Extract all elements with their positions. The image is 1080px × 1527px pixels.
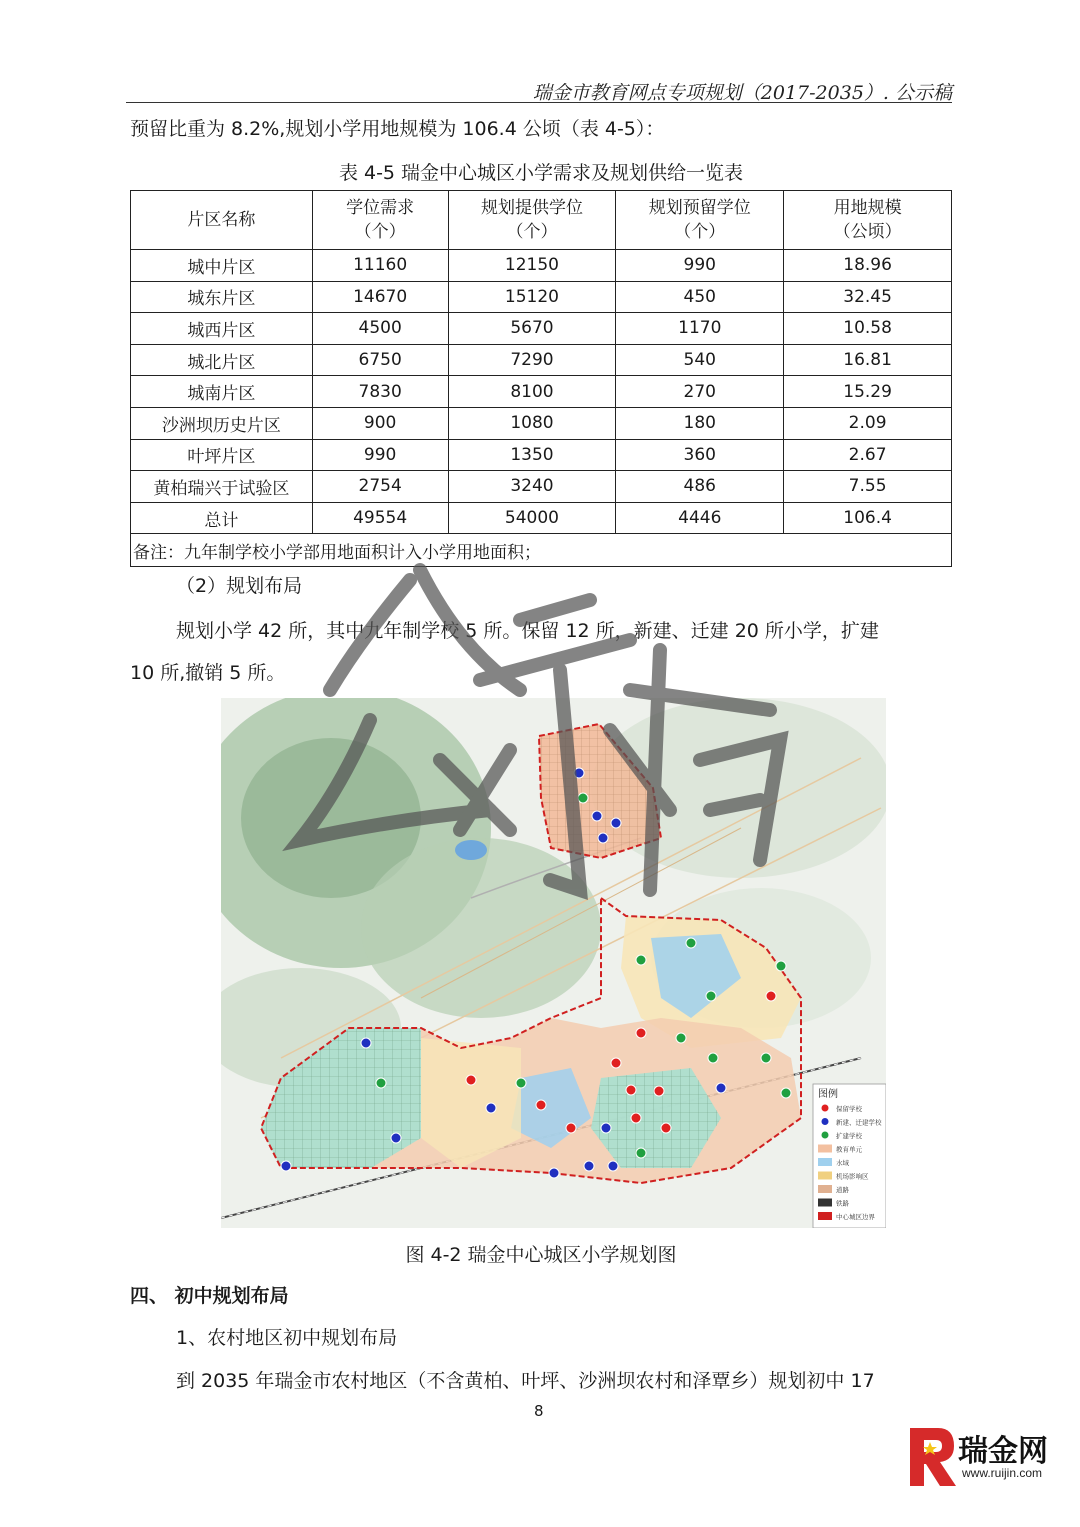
table-row [131, 313, 952, 345]
school-marker [636, 955, 646, 965]
school-marker [761, 1053, 771, 1063]
cell-demand: 990 [312, 439, 448, 471]
school-marker [706, 991, 716, 1001]
legend-swatch [818, 1172, 832, 1180]
cell-land: 15.29 [784, 376, 952, 408]
legend-label: 铁路 [836, 1199, 849, 1208]
school-marker [611, 1058, 621, 1068]
school-marker [661, 1123, 671, 1133]
school-marker [391, 1133, 401, 1143]
col-header-district: 片区名称 [131, 191, 313, 250]
school-marker [281, 1161, 291, 1171]
cell-land: 18.96 [784, 250, 952, 282]
cell-district: 黄柏瑞兴于试验区 [131, 471, 313, 503]
cell-demand: 14670 [312, 281, 448, 313]
cell-reserve: 1170 [616, 313, 784, 345]
table-note-row [131, 534, 952, 567]
legend-swatch [818, 1199, 832, 1207]
section-2-paragraph-line2: 10 所,撤销 5 所。 [130, 662, 286, 684]
cell-land: 2.09 [784, 407, 952, 439]
legend-label: 中心城区边界 [836, 1213, 875, 1221]
cell-demand: 4500 [312, 313, 448, 345]
table-row [131, 439, 952, 471]
school-marker [574, 768, 584, 778]
school-demand-table [130, 190, 952, 567]
legend-swatch [818, 1158, 832, 1166]
school-marker [376, 1078, 386, 1088]
cell-district: 城南片区 [131, 376, 313, 408]
school-marker [636, 1028, 646, 1038]
school-marker [631, 1113, 641, 1123]
school-marker [566, 1123, 576, 1133]
school-marker [686, 938, 696, 948]
school-marker [654, 1086, 664, 1096]
legend-label: 水域 [836, 1159, 849, 1167]
school-marker [584, 1161, 594, 1171]
cell-land: 32.45 [784, 281, 952, 313]
cell-demand: 7830 [312, 376, 448, 408]
legend-label: 道路 [836, 1186, 849, 1194]
table-caption: 表 4-5 瑞金中心城区小学需求及规划供给一览表 [338, 162, 744, 184]
cell-supply: 15120 [448, 281, 616, 313]
cell-demand: 49554 [312, 502, 448, 534]
logo-wordmark: 瑞金网 [958, 1434, 1048, 1469]
school-marker [361, 1038, 371, 1048]
cell-supply: 1350 [448, 439, 616, 471]
cell-district: 城北片区 [131, 344, 313, 376]
table-row [131, 376, 952, 408]
school-marker [676, 1033, 686, 1043]
primary-school-planning-map [221, 698, 886, 1228]
logo-r-icon [900, 1420, 960, 1490]
cell-district: 城中片区 [131, 250, 313, 282]
cell-reserve: 990 [616, 250, 784, 282]
table-row [131, 250, 952, 282]
cell-reserve: 4446 [616, 502, 784, 534]
cell-land: 7.55 [784, 471, 952, 503]
school-marker [626, 1085, 636, 1095]
table-note: 备注：九年制学校小学部用地面积计入小学用地面积； [131, 534, 952, 567]
cell-supply: 5670 [448, 313, 616, 345]
school-marker [776, 961, 786, 971]
document-header-title: 瑞金市教育网点专项规划（2017-2035）. 公示稿 [532, 82, 952, 104]
table-row [131, 502, 952, 534]
cell-reserve: 270 [616, 376, 784, 408]
col-header-land: 用地规模 （公顷） [784, 191, 952, 250]
cell-supply: 8100 [448, 376, 616, 408]
cell-reserve: 486 [616, 471, 784, 503]
school-marker [611, 818, 621, 828]
intro-paragraph: 预留比重为 8.2%,规划小学用地规模为 106.4 公顷（表 4-5）： [130, 118, 665, 140]
section-4-heading: 四、 初中规划布局 [130, 1285, 289, 1307]
legend-swatch [822, 1118, 829, 1125]
page-number: 8 [534, 1402, 544, 1420]
header-divider [126, 102, 952, 103]
legend-swatch [822, 1105, 829, 1112]
table-row [131, 344, 952, 376]
legend-label: 机场影响区 [836, 1172, 869, 1181]
table-row [131, 281, 952, 313]
cell-district: 总计 [131, 502, 313, 534]
cell-district: 城西片区 [131, 313, 313, 345]
cell-supply: 1080 [448, 407, 616, 439]
cell-district: 沙洲坝历史片区 [131, 407, 313, 439]
legend-label: 新建、迁建学校 [836, 1118, 882, 1127]
school-marker [598, 833, 608, 843]
school-marker [608, 1161, 618, 1171]
cell-demand: 900 [312, 407, 448, 439]
school-marker [716, 1083, 726, 1093]
legend-swatch [818, 1185, 832, 1193]
school-marker [781, 1088, 791, 1098]
school-marker [766, 991, 776, 1001]
school-marker [708, 1053, 718, 1063]
school-marker [601, 1123, 611, 1133]
legend-label: 教育单元 [836, 1145, 862, 1154]
cell-land: 106.4 [784, 502, 952, 534]
cell-reserve: 540 [616, 344, 784, 376]
logo-url: www.ruijin.com [962, 1466, 1043, 1480]
cell-land: 10.58 [784, 313, 952, 345]
cell-demand: 11160 [312, 250, 448, 282]
legend-swatch [818, 1145, 832, 1153]
school-marker [549, 1168, 559, 1178]
legend-swatch [822, 1132, 829, 1139]
school-marker [592, 811, 602, 821]
school-marker [486, 1103, 496, 1113]
cell-demand: 2754 [312, 471, 448, 503]
col-header-reserve: 规划预留学位 （个） [616, 191, 784, 250]
cell-land: 2.67 [784, 439, 952, 471]
school-marker [536, 1100, 546, 1110]
table-row [131, 407, 952, 439]
cell-supply: 7290 [448, 344, 616, 376]
cell-land: 16.81 [784, 344, 952, 376]
table-row [131, 471, 952, 503]
cell-supply: 3240 [448, 471, 616, 503]
cell-reserve: 450 [616, 281, 784, 313]
cell-district: 叶坪片区 [131, 439, 313, 471]
legend-label: 保留学校 [836, 1105, 862, 1113]
legend-title: 图例 [818, 1089, 838, 1100]
school-marker [516, 1078, 526, 1088]
table-header-row [131, 191, 952, 250]
legend-label: 扩建学校 [836, 1132, 862, 1140]
figure-caption: 图 4-2 瑞金中心城区小学规划图 [405, 1244, 677, 1266]
section-2-heading: （2）规划布局 [176, 575, 303, 597]
col-header-demand: 学位需求 （个） [312, 191, 448, 250]
cell-reserve: 360 [616, 439, 784, 471]
section-2-paragraph-line1: 规划小学 42 所，其中九年制学校 5 所。保留 12 所，新建、迁建 20 所小学，扩建 [176, 620, 879, 642]
cell-district: 城东片区 [131, 281, 313, 313]
section-4-subheading: 1、农村地区初中规划布局 [176, 1327, 398, 1349]
ruijin-site-logo [900, 1420, 1060, 1500]
school-marker [578, 793, 588, 803]
school-marker [466, 1075, 476, 1085]
school-marker [636, 1148, 646, 1158]
cell-reserve: 180 [616, 407, 784, 439]
cell-supply: 54000 [448, 502, 616, 534]
section-4-paragraph: 到 2035 年瑞金市农村地区（不含黄柏、叶坪、沙洲坝农村和泽覃乡）规划初中 17 [176, 1370, 875, 1392]
legend-swatch [818, 1212, 832, 1220]
cell-demand: 6750 [312, 344, 448, 376]
cell-supply: 12150 [448, 250, 616, 282]
col-header-supply: 规划提供学位 （个） [448, 191, 616, 250]
